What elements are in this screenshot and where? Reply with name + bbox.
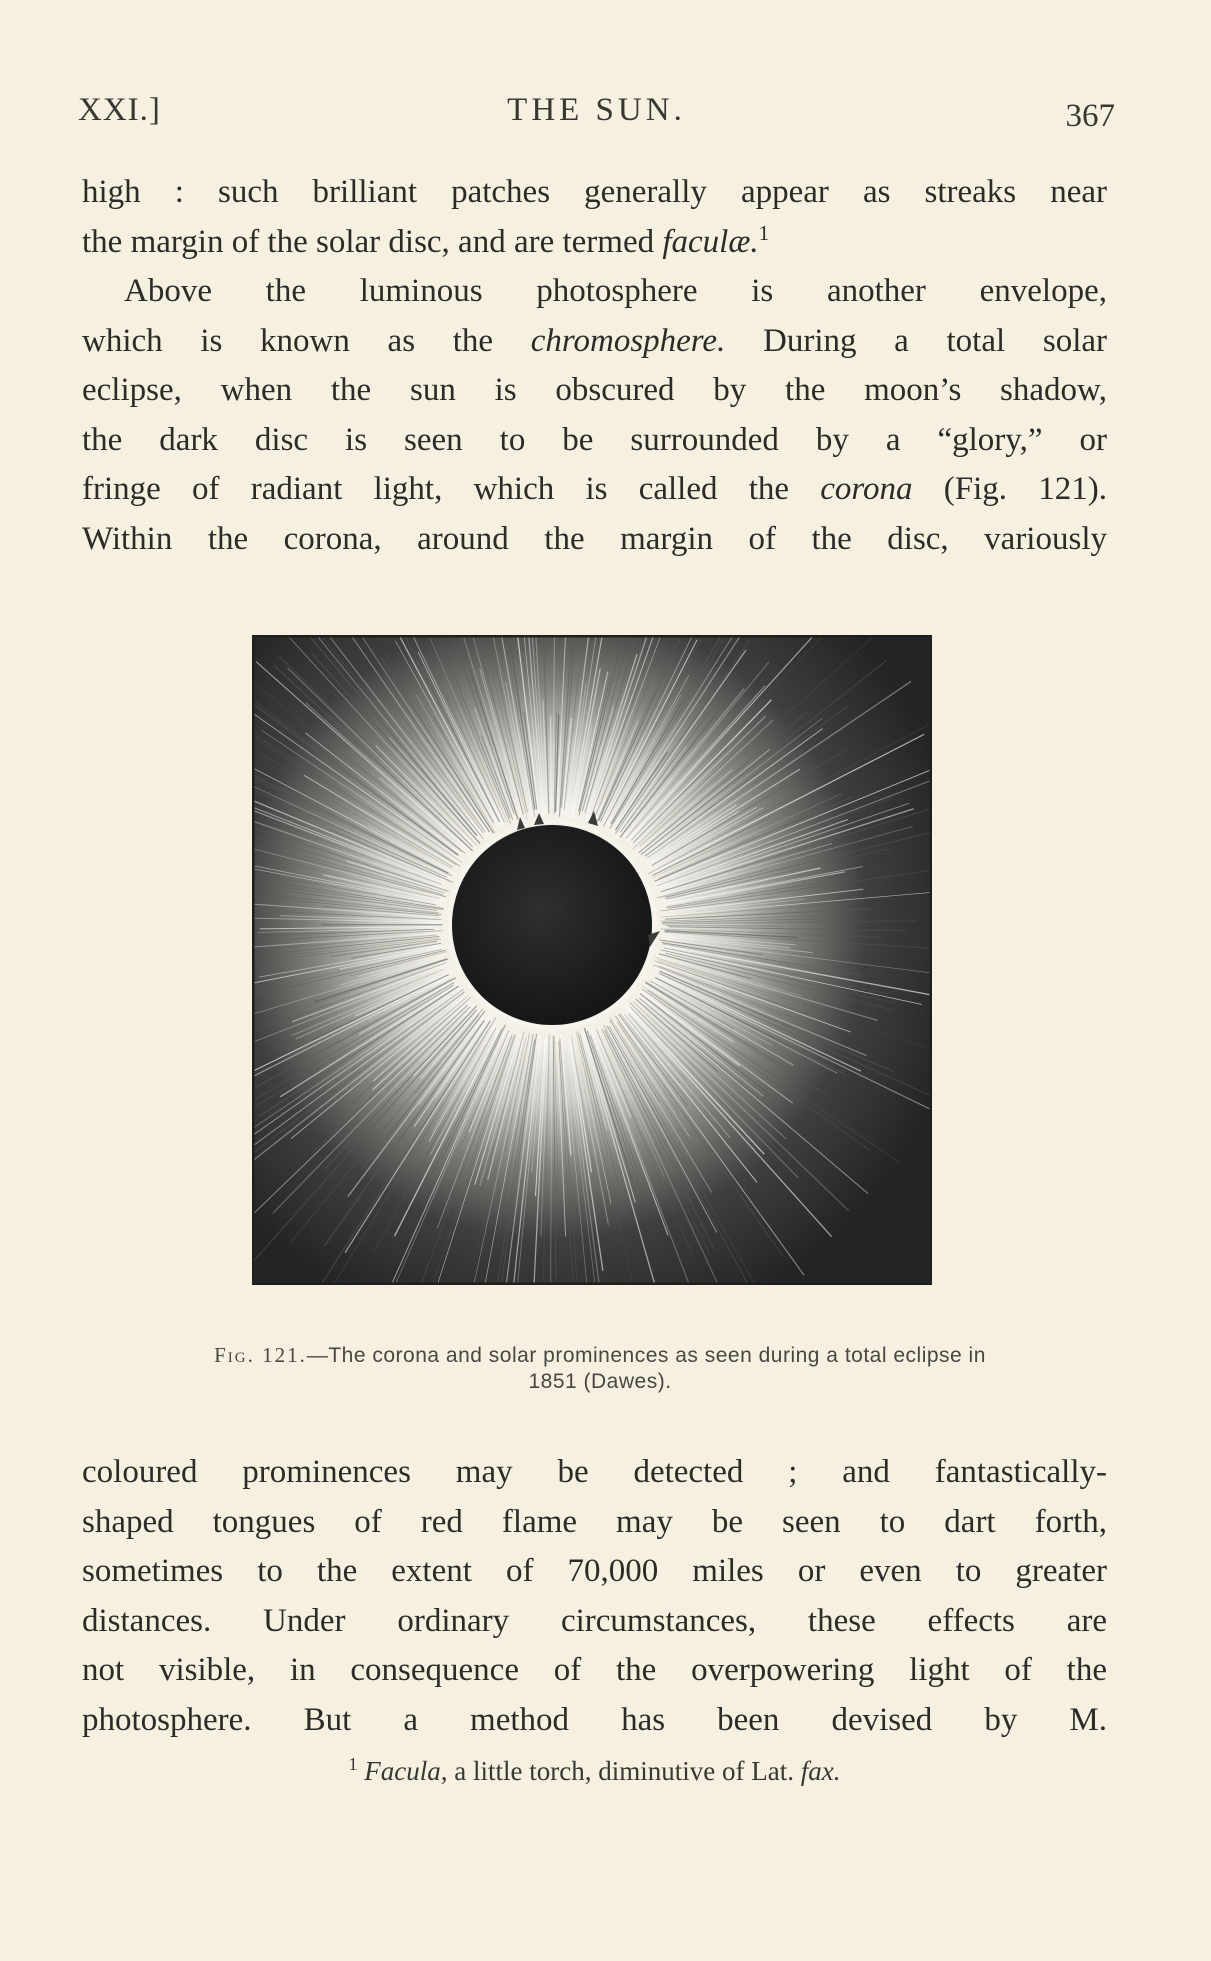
figure-caption [120, 1342, 1080, 1395]
running-title: THE SUN. [507, 92, 686, 128]
paragraph-bottom [82, 1448, 1107, 1745]
text-line: distances. Under ordinary circumstances, these effects are [82, 1602, 1107, 1639]
text-line: sometimes to the extent of 70,000 miles or even to greater [82, 1553, 1107, 1589]
text-line: coloured prominences may be detected ; and fantastically- [82, 1454, 1107, 1490]
footnote-latin: fax. [800, 1756, 841, 1786]
footnote [82, 1756, 1107, 1787]
footnote-text: a little torch, diminutive of Lat. [447, 1756, 801, 1786]
moon-disc [452, 825, 652, 1025]
caption-text: —The corona and solar prominences as seen during a total eclipse in [306, 1344, 986, 1367]
figure-label: Fig. 121. [214, 1343, 307, 1367]
footnote-marker: 1 [348, 1754, 358, 1774]
corona-ray [666, 926, 782, 927]
term-faculae: faculæ. [662, 223, 759, 260]
text-line: Within the corona, around the margin of the disc, variously [82, 520, 1107, 557]
text-line: fringe of radiant light, which is called the corona (Fig. 121). [82, 471, 1107, 507]
text-line: Above the luminous photosphere is another envelope, [124, 273, 1107, 309]
text-line: photosphere. But a method has been devised by M. [82, 1701, 1107, 1738]
text-line: high : such brilliant patches generally appear as streaks near [82, 174, 1107, 210]
footnote-term: Facula, [364, 1756, 448, 1786]
corona-ray [551, 716, 552, 808]
paragraph-top [82, 168, 1107, 564]
text-line: shaped tongues of red flame may be seen to dart forth, [82, 1503, 1107, 1540]
caption-line-1 [120, 1342, 1080, 1369]
footnote-ref: 1 [758, 220, 770, 245]
text-line: not visible, in consequence of the overpowering light of the [82, 1652, 1107, 1688]
text-line: eclipse, when the sun is obscured by the moon’s shadow, [82, 372, 1107, 408]
corona-illustration [252, 635, 932, 1285]
term-corona: corona [820, 471, 913, 507]
text-line: which is known as the chromosphere. During a total solar [82, 322, 1107, 359]
page-number: 367 [1065, 98, 1115, 134]
text-line: the margin of the solar disc, and are termed faculæ.$^1$ [82, 220, 770, 260]
running-head [78, 92, 1115, 136]
eclipse-engraving [252, 635, 932, 1285]
caption-line-2: 1851 (Dawes). [528, 1370, 672, 1393]
text-line: the dark disc is seen to be surrounded by a “glory,” or [82, 421, 1107, 458]
chapter-marker: XXI.] [78, 92, 161, 128]
term-chromosphere: chromosphere. [530, 322, 726, 359]
